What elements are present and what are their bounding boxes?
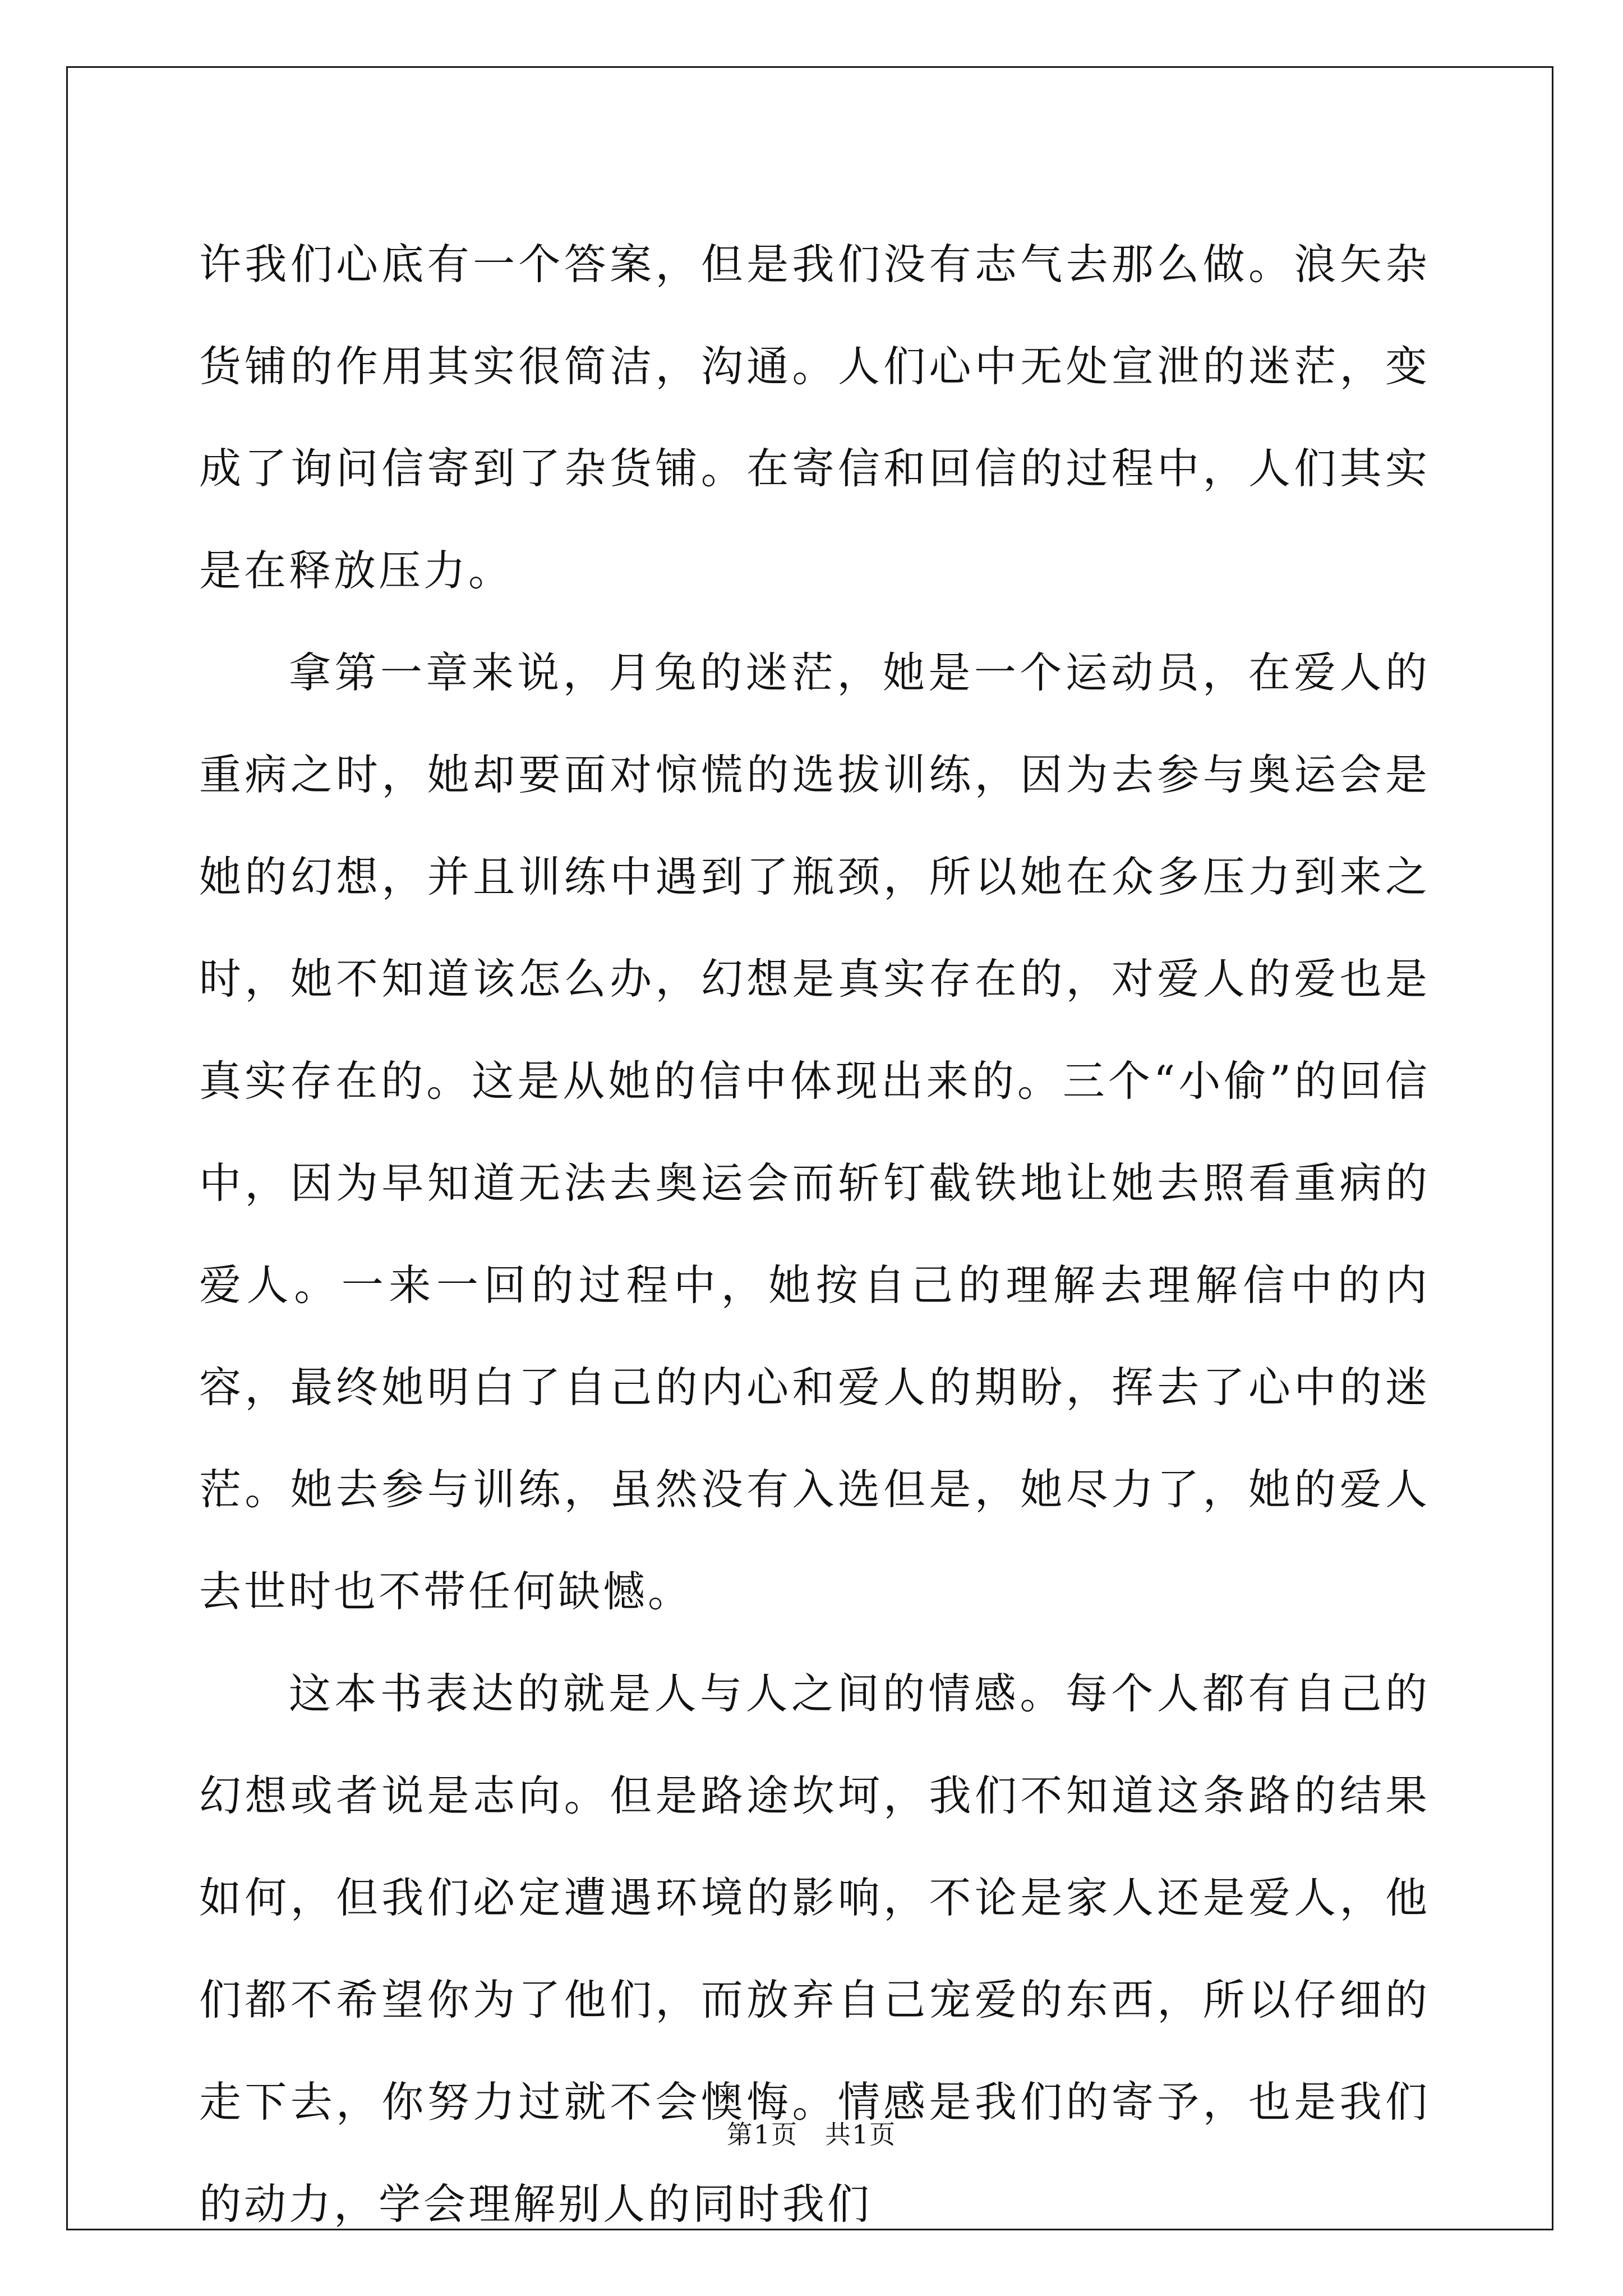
paragraph-2: 拿第一章来说，月兔的迷茫，她是一个运动员，在爱人的重病之时，她却要面对惊慌的选拔训练，因为去参与奥运会是她的幻想，并且训练中遇到了瓶颈，所以她在众多压力到来之时，她不知道该怎么办，幻想是真实存在的，对爱人的爱也是真实存在的。这是从她的信中体现出来的。三个“小偷”的回信中，因为早知道无法去奥运会而斩钉截铁地让她去照看重病的爱人。一来一回的过程中，她按自己的理解去理解信中的内容，最终她明白了自己的内心和爱人的期盼，挥去了心中的迷茫。她去参与训练，虽然没有入选但是，她尽力了，她的爱人去世时也不带任何缺憾。 <box>199 648 1430 1616</box>
paragraph-1: 许我们心底有一个答案，但是我们没有志气去那么做。浪矢杂货铺的作用其实很简洁，沟通。人们心中无处宣泄的迷茫，变成了询问信寄到了杂货铺。在寄信和回信的过程中，人们其实是在释放压力。 <box>199 240 1430 595</box>
paragraph-3: 这本书表达的就是人与人之间的情感。每个人都有自己的幻想或者说是志向。但是路途坎坷，我们不知道这条路的结果如何，但我们必定遭遇环境的影响，不论是家人还是爱人，他们都不希望你为了他们，而放弃自己宠爱的东西，所以仔细的走下去，你努力过就不会懊悔。情感是我们的寄予，也是我们的动力，学会理解别人的同时我们 <box>199 1669 1430 2229</box>
page-footer: 第1页 共1页 <box>726 2119 897 2150</box>
